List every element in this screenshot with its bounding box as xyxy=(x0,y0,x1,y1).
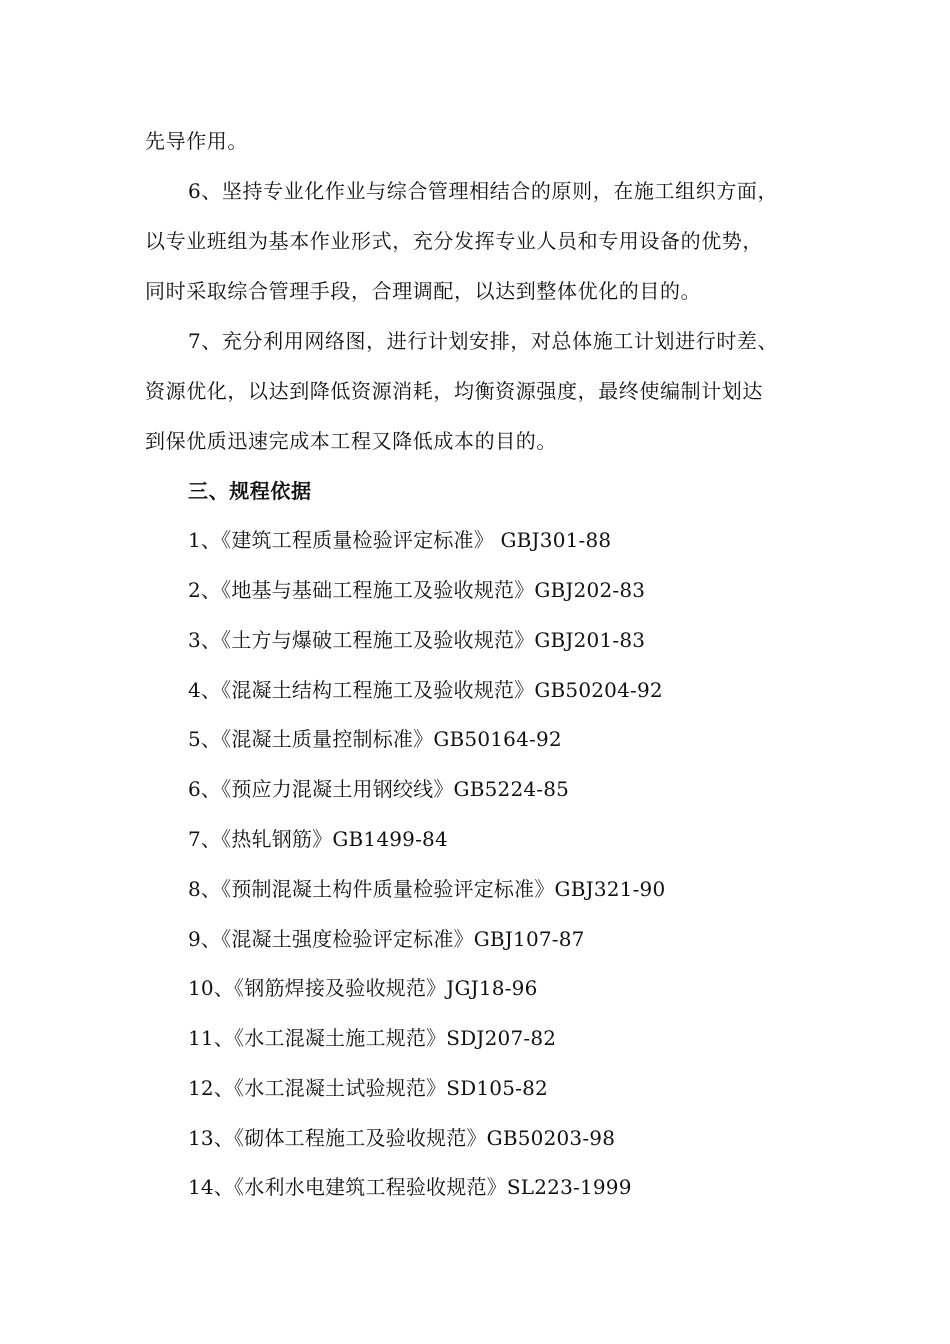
reference-item: 4、《混凝土结构工程施工及验收规范》GB50204-92 xyxy=(188,678,663,702)
reference-item: 14、《水利水电建筑工程验收规范》SL223-1999 xyxy=(188,1175,632,1199)
reference-item: 3、《土方与爆破工程施工及验收规范》GBJ201-83 xyxy=(188,628,646,652)
paragraph-line: 到保优质迅速完成本工程又降低成本的目的。 xyxy=(145,429,557,453)
reference-item: 7、《热轧钢筋》GB1499-84 xyxy=(188,827,448,851)
reference-item: 9、《混凝土强度检验评定标准》GBJ107-87 xyxy=(188,927,585,951)
paragraph-line: 资源优化，以达到降低资源消耗，均衡资源强度，最终使编制计划达 xyxy=(145,379,763,403)
reference-item: 13、《砌体工程施工及验收规范》GB50203-98 xyxy=(188,1126,616,1150)
reference-item: 12、《水工混凝土试验规范》SD105-82 xyxy=(188,1076,548,1100)
paragraph-line: 先导作用。 xyxy=(145,129,248,153)
reference-item: 2、《地基与基础工程施工及验收规范》GBJ202-83 xyxy=(188,578,646,602)
reference-item: 1、《建筑工程质量检验评定标准》 GBJ301-88 xyxy=(188,528,612,552)
paragraph-line: 7、充分利用网络图，进行计划安排，对总体施工计划进行时差、 xyxy=(188,329,779,353)
paragraph-line: 以专业班组为基本作业形式，充分发挥专业人员和专用设备的优势， xyxy=(145,229,763,253)
reference-item: 10、《钢筋焊接及验收规范》JGJ18-96 xyxy=(188,976,538,1000)
reference-item: 11、《水工混凝土施工规范》SDJ207-82 xyxy=(188,1026,557,1050)
section-heading: 三、规程依据 xyxy=(188,479,312,503)
reference-item: 6、《预应力混凝土用钢绞线》GB5224-85 xyxy=(188,777,570,801)
reference-item: 5、《混凝土质量控制标准》GB50164-92 xyxy=(188,727,562,751)
reference-item: 8、《预制混凝土构件质量检验评定标准》GBJ321-90 xyxy=(188,877,666,901)
paragraph-line: 同时采取综合管理手段，合理调配，以达到整体优化的目的。 xyxy=(145,279,702,303)
paragraph-line: 6、坚持专业化作业与综合管理相结合的原则，在施工组织方面， xyxy=(188,179,779,203)
